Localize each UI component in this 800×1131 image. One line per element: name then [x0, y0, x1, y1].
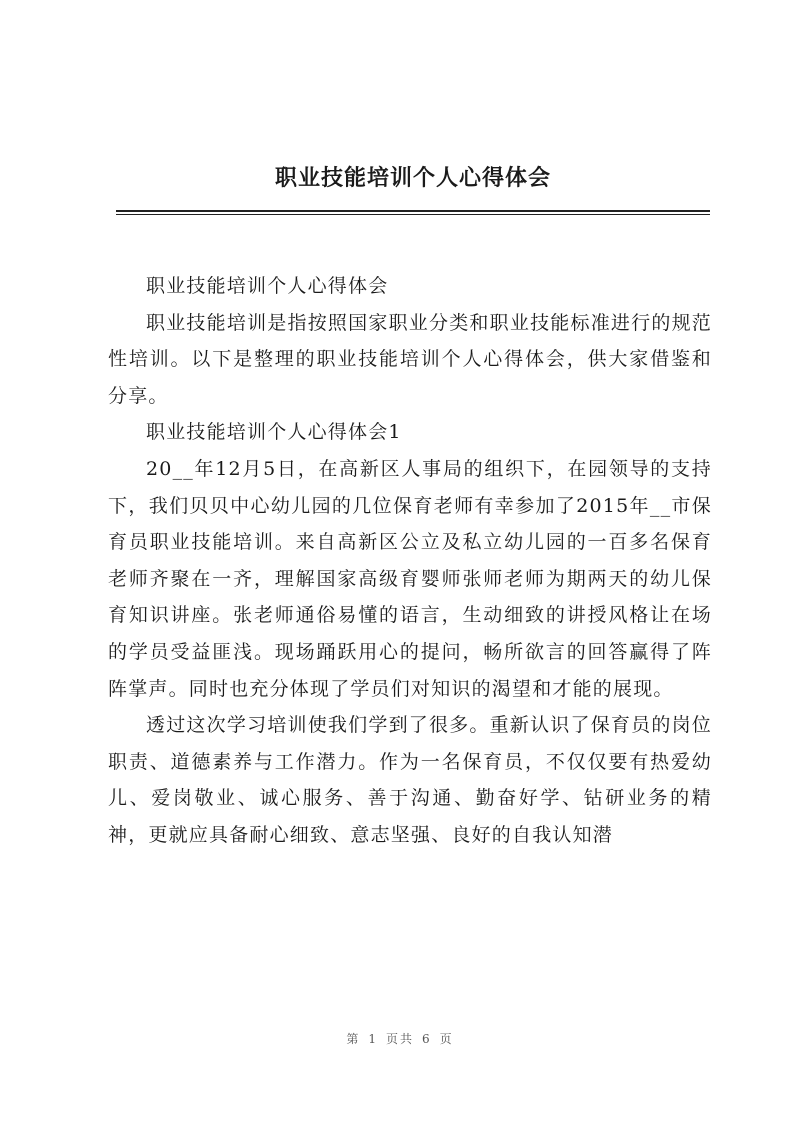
document-body: [108, 268, 712, 854]
paragraph: 职业技能培训个人心得体会1: [146, 421, 402, 444]
footer-mid: 页共: [385, 1032, 414, 1046]
paragraph: 职业技能培训是指按照国家职业分类和职业技能标准进行的规范性培训。以下是整理的职业技能培训个人心得体会，供大家借鉴和分享。: [108, 311, 712, 407]
footer-suffix: 页: [439, 1032, 454, 1046]
document-header: [116, 160, 710, 196]
paragraph: 透过这次学习培训使我们学到了很多。重新认识了保育员的岗位职责、道德素养与工作潜力。作为一名保育员，不仅仅要有热爱幼儿、爱岗敬业、诚心服务、善于沟通、勤奋好学、钻研业务的精神，更就应具备耐心细致、意志坚强、良好的自我认知潜: [108, 714, 712, 846]
page-footer: [0, 1030, 800, 1047]
footer-total-pages: 6: [422, 1032, 432, 1046]
header-rule-thin: [116, 214, 710, 215]
footer-prefix: 第: [346, 1032, 361, 1046]
paragraph: 职业技能培训个人心得体会: [146, 275, 389, 297]
footer-page-number: 1: [368, 1032, 378, 1046]
document-title: 职业技能培训个人心得体会: [274, 165, 551, 191]
paragraph: 20__年12月5日，在高新区人事局的组织下，在园领导的支持下，我们贝贝中心幼儿园的几位保育老师有幸参加了2015年__市保育员职业技能培训。来自高新区公立及私立幼儿园的一百多名保育老师齐聚在一齐，理解国家高级育婴师张师老师为期两天的幼儿保育知识讲座。张老师通俗易懂的语言，生动细致的讲授风格让在场的学员受益匪浅。现场踊跃用心的提问，畅所欲言的回答赢得了阵阵掌声。同时也充分体现了学员们对知识的渴望和才能的展现。: [108, 457, 712, 700]
header-rule: [116, 210, 710, 212]
